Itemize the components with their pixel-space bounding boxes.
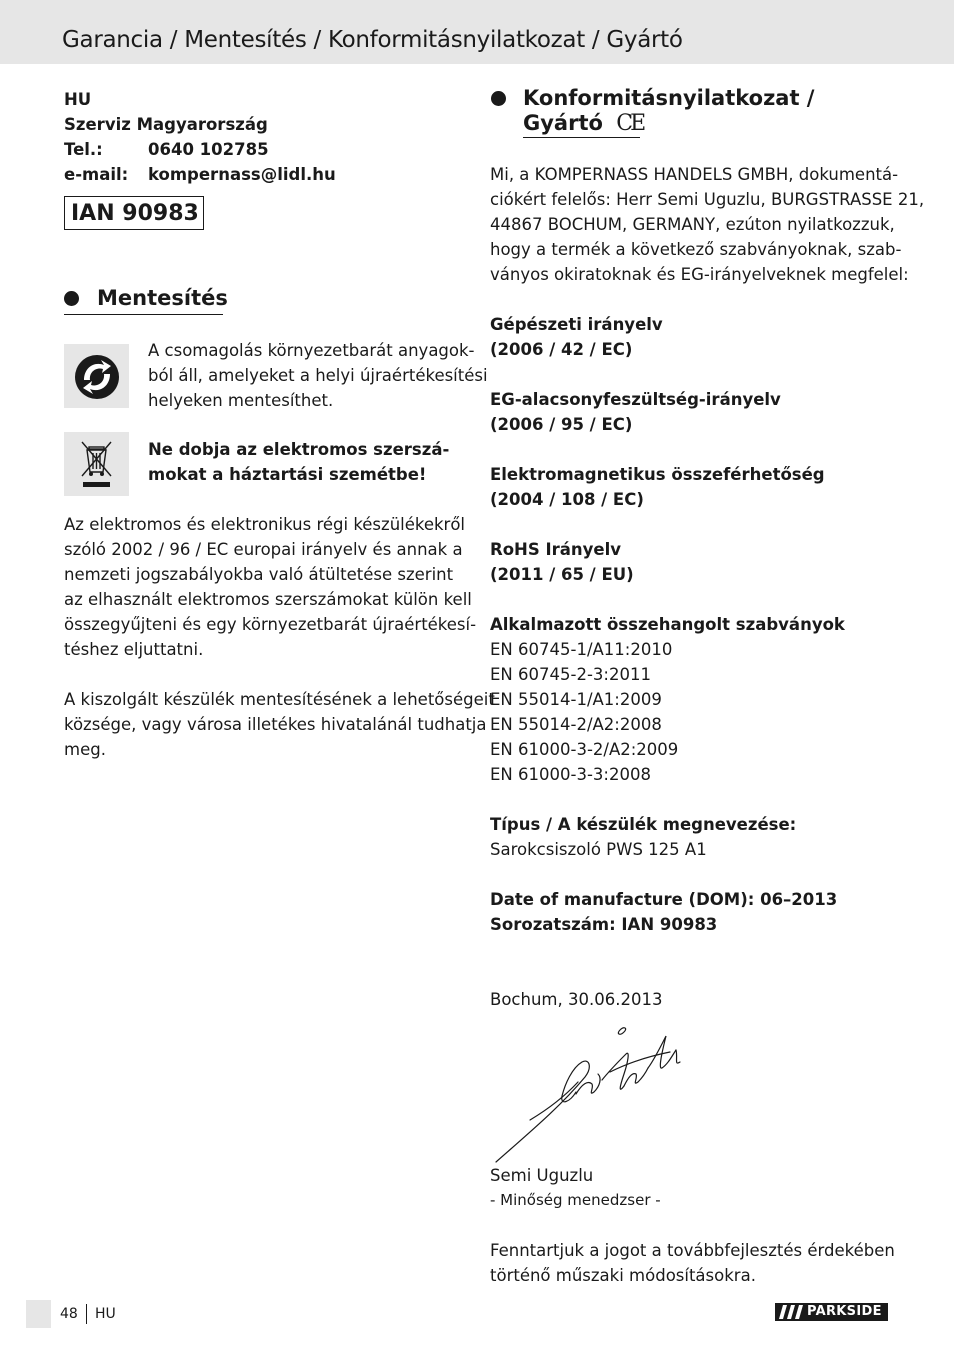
conformity-heading-text: Gyártó [523, 111, 603, 135]
logo-stripes-icon [779, 1305, 805, 1319]
packaging-line: A csomagolás környezetbarát anyagok- [148, 341, 475, 360]
paragraph-line: nemzeti jogszabályokba való átültetése szerint [64, 565, 454, 584]
standard-item: EN 60745-2-3:2011 [490, 665, 651, 684]
intro-line: Mi, a KOMPERNASS HANDELS GMBH, dokumentá- [490, 165, 899, 184]
paragraph-line: A kiszolgált készülék mentesítésének a lehetőségeit [64, 690, 495, 709]
directive-4 [490, 537, 634, 587]
page-title: Garancia / Mentesítés / Konformitásnyilatkozat / Gyártó [62, 27, 683, 53]
tel-label: Tel.: [64, 140, 103, 159]
reserve-line: Fenntartjuk a jogot a továbbfejlesztés érdekében [490, 1241, 895, 1260]
standard-item: EN 60745-1/A11:2010 [490, 640, 673, 659]
directive-name: RoHS Irányelv [490, 540, 621, 559]
serial-text: Sorozatszám: IAN 90983 [490, 915, 718, 934]
tel-value: 0640 102785 [148, 140, 269, 159]
brand-name: PARKSIDE [807, 1304, 882, 1319]
contact-block [64, 87, 336, 187]
email-value: kompernass@lidl.hu [148, 165, 336, 184]
paragraph-line: községe, vagy városa illetékes hivatalánál tudhatja [64, 715, 487, 734]
directive-code: (2004 / 108 / EC) [490, 490, 644, 509]
type-label: Típus / A készülék megnevezése: [490, 815, 797, 834]
place-date: Bochum, 30.06.2013 [490, 990, 663, 1009]
type-value: Sarokcsiszoló PWS 125 A1 [490, 840, 707, 859]
paragraph-line: összegyűjteni és egy környezetbarát újraértékesí- [64, 615, 477, 634]
signer-name: Semi Uguzlu [490, 1166, 594, 1185]
standards-block [490, 612, 845, 787]
paragraph-line: meg. [64, 740, 106, 759]
conformity-heading-line-1: Konformitásnyilatkozat / [523, 86, 815, 110]
manufacture-block [490, 887, 837, 937]
warning-text [148, 437, 449, 487]
directive-1 [490, 312, 663, 362]
paragraph-line: szóló 2002 / 96 / EC europai irányelv és annak a [64, 540, 463, 559]
ian-box: IAN 90983 [64, 196, 204, 230]
disposal-paragraph-1 [64, 512, 476, 662]
footer-marker [26, 1300, 51, 1328]
heading-underline [64, 314, 223, 315]
bullet-icon [64, 291, 79, 306]
packaging-text [148, 338, 488, 413]
conformity-heading-line-2 [523, 111, 643, 136]
standard-item: EN 55014-2/A2:2008 [490, 715, 662, 734]
signer-role: - Minőség menedzser - [490, 1191, 661, 1209]
email-label: e-mail: [64, 165, 129, 184]
intro-line: 44867 BOCHUM, GERMANY, ezúton nyilatkozzuk, [490, 215, 895, 234]
contact-service: Szerviz Magyarország [64, 115, 268, 134]
packaging-line: ból áll, amelyeket a helyi újraértékesítési [148, 366, 488, 385]
standard-item: EN 61000-3-3:2008 [490, 765, 651, 784]
dom-text: Date of manufacture (DOM): 06–2013 [490, 890, 838, 909]
directive-2 [490, 387, 781, 437]
warning-line: mokat a háztartási szemétbe! [148, 465, 427, 484]
signature-image [490, 1022, 700, 1167]
paragraph-line: Az elektromos és elektronikus régi készülékekről [64, 515, 466, 534]
standards-heading: Alkalmazott összehangolt szabványok [490, 615, 845, 634]
recycle-icon-box [64, 344, 129, 408]
directive-code: (2006 / 95 / EC) [490, 415, 633, 434]
crossed-bin-icon [64, 432, 129, 496]
type-block [490, 812, 796, 862]
footer-lang: HU [95, 1306, 116, 1322]
directive-name: Elektromagnetikus összeférhetőség [490, 465, 825, 484]
intro-line: ciókért felelős: Herr Semi Uguzlu, BURGSTRASSE 21, [490, 190, 925, 209]
disposal-heading: Mentesítés [97, 286, 228, 310]
footer-divider [86, 1304, 87, 1324]
ce-mark-icon: CE [616, 111, 644, 136]
contact-email [64, 162, 336, 187]
directive-name: EG-alacsonyfeszültség-irányelv [490, 390, 781, 409]
page-number: 48 [60, 1306, 78, 1322]
reserve-text [490, 1238, 895, 1288]
paragraph-line: az elhasznált elektromos szerszámokat külön kell [64, 590, 472, 609]
standard-item: EN 61000-3-2/A2:2009 [490, 740, 679, 759]
weee-icon-box [64, 432, 129, 496]
warning-line: Ne dobja az elektromos szerszá- [148, 440, 450, 459]
directive-code: (2006 / 42 / EC) [490, 340, 633, 359]
bullet-icon [491, 91, 506, 106]
directive-3 [490, 462, 825, 512]
intro-line: ványos okiratoknak és EG-irányelveknek megfelel: [490, 265, 909, 284]
disposal-paragraph-2 [64, 687, 495, 762]
directive-name: Gépészeti irányelv [490, 315, 663, 334]
heading-underline [523, 137, 640, 138]
directive-code: (2011 / 65 / EU) [490, 565, 634, 584]
contact-country: HU [64, 90, 92, 109]
standard-item: EN 55014-1/A1:2009 [490, 690, 662, 709]
intro-line: hogy a termék a következő szabványoknak, szab- [490, 240, 902, 259]
paragraph-line: téshez eljuttatni. [64, 640, 204, 659]
parkside-logo [775, 1303, 888, 1321]
reserve-line: történő műszaki módosításokra. [490, 1266, 756, 1285]
contact-tel [64, 137, 336, 162]
conformity-intro [490, 162, 924, 287]
packaging-line: helyeken mentesíthet. [148, 391, 334, 410]
green-dot-recycle-icon [64, 344, 129, 408]
